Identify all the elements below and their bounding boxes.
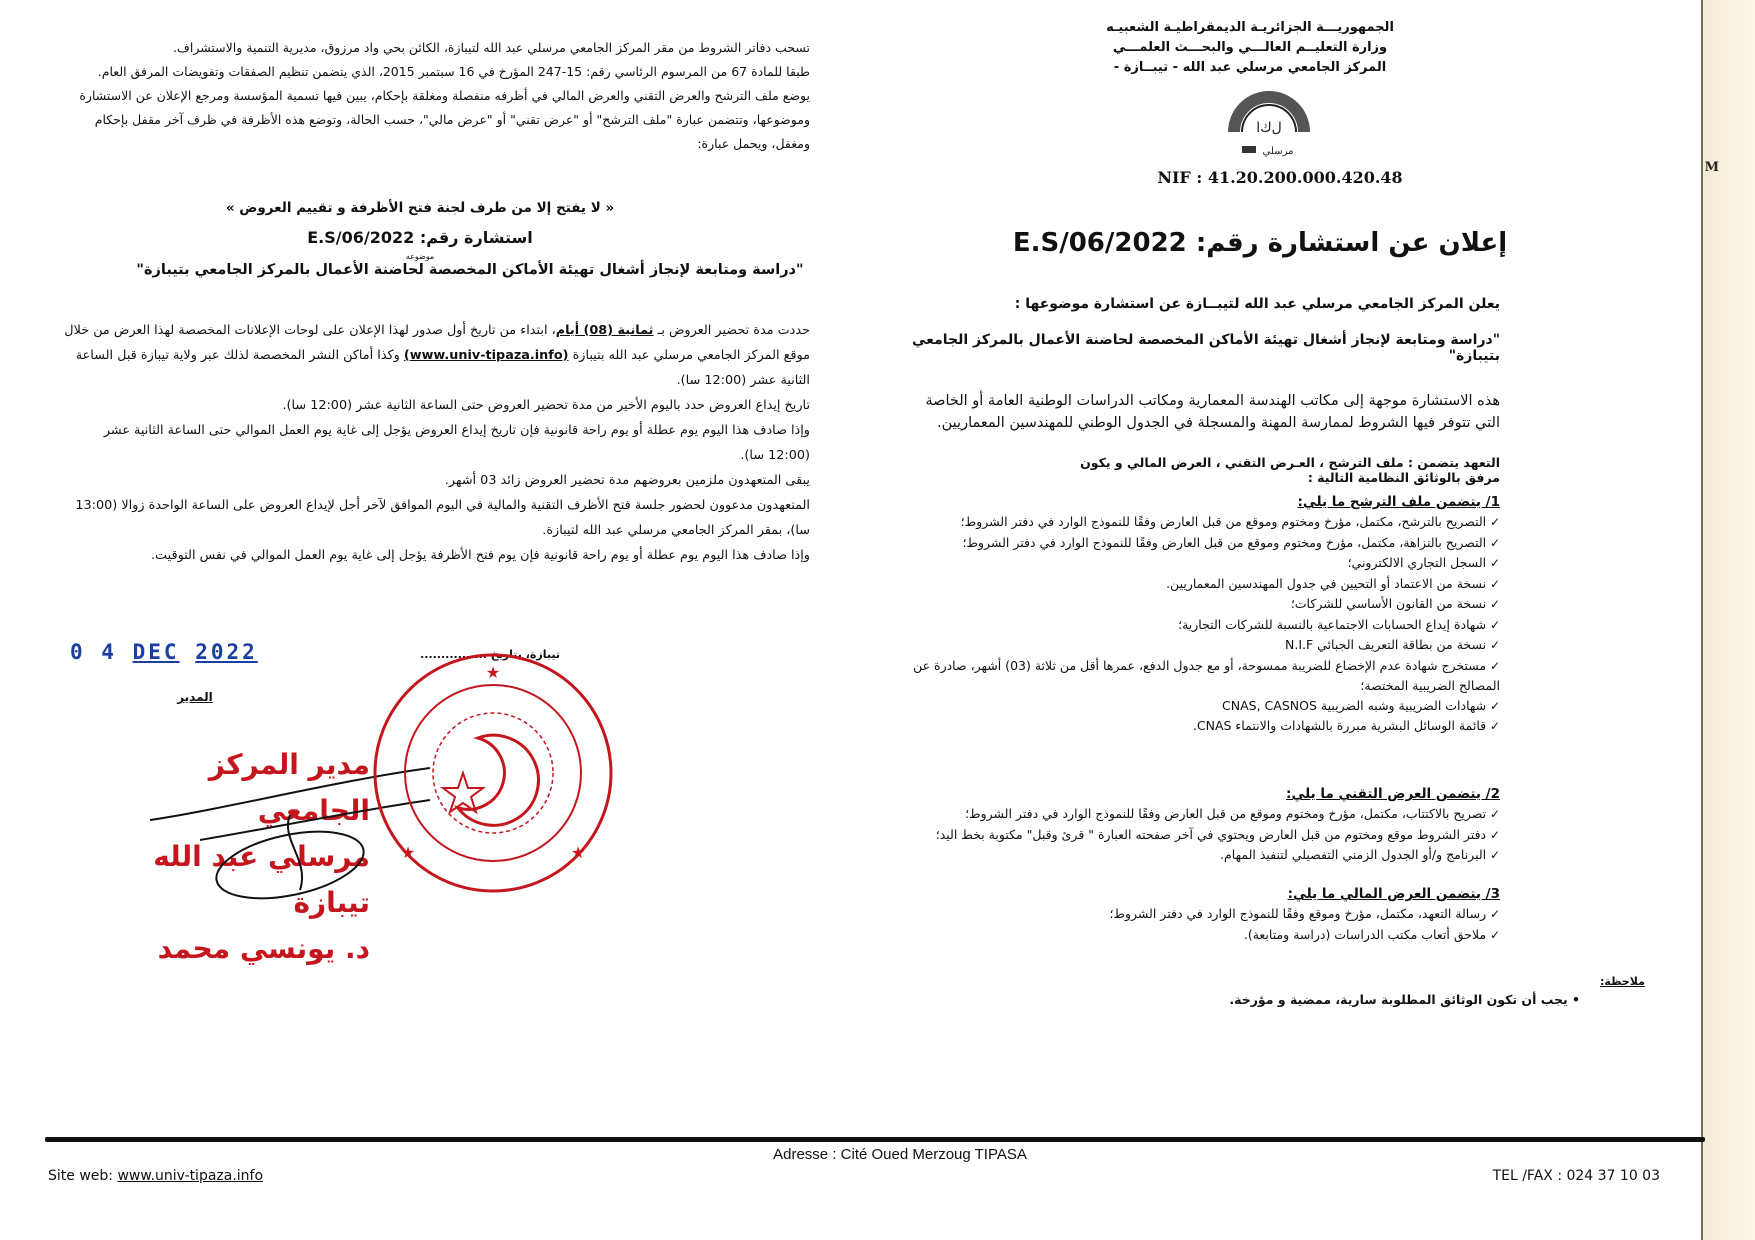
sealed-notice: « لا يفتح إلا من طرف لجنة فتح الأظرفة و تقييم العروض » <box>225 200 615 216</box>
website-link-footer[interactable]: www.univ-tipaza.info <box>117 1168 264 1184</box>
audience-paragraph: هذه الاستشارة موجهة إلى مكاتب الهندسة المعمارية ومكاتب الدراسات الوطنية العامة أو الخاصة التي تتوفر فيها الشروط لممارسة المهنة والمسجلة في الجدول الوطني للمهندسين المعماريين. <box>925 393 1500 431</box>
list-item: ✓ تصريح بالاكتتاب، مكتمل، مؤرخ ومختوم وموقع من قبل العارض وفقًا للنموذج الوارد في دفتر الشروط؛ <box>880 804 1500 825</box>
director-label: المدير <box>177 690 213 704</box>
svg-text:ﻝﻙﺍ: ﻝﻙﺍ <box>1256 120 1282 136</box>
university-logo <box>1228 84 1310 164</box>
section-heading: 2/ يتضمن العرض التقني ما يلي: <box>1286 786 1500 802</box>
svg-text:★: ★ <box>485 663 501 682</box>
header-line: المركز الجامعي مرسلي عبد الله - تيبــازة - <box>1113 60 1387 75</box>
official-seal <box>368 648 618 898</box>
paragraph: تاريخ إيداع العروض حدد باليوم الأخير من مدة تحضير العروض حتى الساعة الثانية عشر (12:00 سا). <box>282 398 810 413</box>
subject-label: موضوعه <box>405 252 435 261</box>
list-item: ✓ البرنامج و/أو الجدول الزمني التفصيلي لتنفيذ المهام. <box>880 845 1500 866</box>
svg-text:★: ★ <box>400 843 416 862</box>
note-heading: ملاحظة: <box>1600 975 1645 988</box>
paragraph: وإذا صادف هذا اليوم يوم عطلة أو يوم راحة قانونية فإن تاريخ إيداع العروض يؤجل إلى غاية يوم العمل الموالي حتى الساعة الثانية عشر (12:00 سا). <box>103 423 810 463</box>
website-link[interactable]: (www.univ-tipaza.info) <box>403 348 569 363</box>
list-item: ✓ شهادة إيداع الحسابات الاجتماعية بالنسبة للشركات التجارية؛ <box>880 615 1500 636</box>
list-item: ✓ دفتر الشروط موقع ومختوم من قبل العارض ويحتوي في آخر صفحته العبارة " قرئ وقبل" مكتوبة بخط اليد؛ <box>880 825 1500 846</box>
duration-paragraph: حددت مدة تحضير العروض بـ ثمانية (08) أيام، ابتداء من تاريخ أول صدور لهذا الإعلان على لوحات الإعلانات المخصصة لهذا العرض من خلال موقع المركز الجامعي مرسلي عبد الله بتيبازة (www.univ-tipaza.info) وكذا أماكن النشر المخصصة لذلك عبر ولاية تيبازة قبل الساعة الثانية عشر (12:00 سا). <box>64 323 810 388</box>
section-technical-offer <box>880 786 1500 866</box>
conditions-paragraphs <box>60 36 810 156</box>
commitment-text: التعهد يتضمن : ملف الترشح ، العـرض التقني ، العرض المالي و يكون مرفق بالوثائق النظامية التالية : <box>1080 455 1500 485</box>
header-line: وزارة التعليــم العالـــي والبحـــث العلمـــي <box>1112 40 1388 55</box>
paragraph: طبقا للمادة 67 من المرسوم الرئاسي رقم: 15-247 المؤرخ في 16 سبتمبر 2015، الذي يتضمن تنظيم الصفقات وتفويضات المرفق العام. <box>97 64 810 79</box>
section-financial-offer <box>880 886 1500 945</box>
ministry-header <box>1100 18 1400 78</box>
stamp-line: مرسلي عبد الله تيبازة <box>153 840 370 919</box>
list-item: ✓ التصريح بالترشح، مكتمل، مؤرخ ومختوم وموقع من قبل العارض وفقًا للنموذج الوارد في دفتر الشروط؛ <box>880 512 1500 533</box>
duration-highlight: ثمانية (08) أيام <box>555 323 654 338</box>
list-item: ✓ ملاحق أتعاب مكتب الدراسات (دراسة ومتابعة). <box>880 925 1500 946</box>
section-candidacy <box>880 494 1500 737</box>
paragraph: وإذا صادف هذا اليوم يوم عطلة أو يوم راحة قانونية فإن يوم فتح الأظرفة يؤجل إلى غاية يوم العمل الموالي في نفس التوقيت. <box>150 548 810 563</box>
stamp-line: مدير المركز الجامعي <box>208 748 370 827</box>
consultation-subject-left: "دراسة ومتابعة لإنجاز أشغال تهيئة الأماكن المخصصة لحاضنة الأعمال بالمركز الجامعي بتيبازة" <box>136 262 804 278</box>
list-item: ✓ التصريح بالنزاهة، مكتمل، مؤرخ ومختوم وموقع من قبل العارض وفقًا للنموذج الوارد في دفتر الشروط؛ <box>880 533 1500 554</box>
list-item: ✓ قائمة الوسائل البشرية مبررة بالشهادات والانتماء CNAS. <box>880 716 1500 737</box>
section-items <box>880 804 1500 866</box>
list-item: ✓ نسخة من بطاقة التعريف الجبائي N.I.F <box>880 635 1500 656</box>
place-date-label: تيبازة، بتاريخ ................ <box>420 648 560 661</box>
consultation-reference: استشارة رقم: 2022/E.S/06 <box>307 228 533 247</box>
nif-number: NIF : 41.20.200.000.420.48 <box>1157 168 1403 187</box>
footer-tel-fax: TEL /FAX : 024 37 10 03 <box>1492 1168 1660 1184</box>
list-item: ✓ السجل التجاري الالكتروني؛ <box>880 553 1500 574</box>
consultation-subject: "دراسة ومتابعة لإنجاز أشغال تهيئة الأماكن المخصصة لحاضنة الأعمال بالمركز الجامعي بتيبازة" <box>912 332 1500 364</box>
intro-text: يعلن المركز الجامعي مرسلي عبد الله لتيبــازة عن استشارة موضوعها : <box>1014 296 1500 312</box>
section-items <box>880 904 1500 945</box>
scan-edge <box>1701 0 1755 1240</box>
list-item: ✓ رسالة التعهد، مكتمل، مؤرخ وموقع وفقًا للنموذج الوارد في دفتر الشروط؛ <box>880 904 1500 925</box>
svg-text:★: ★ <box>570 843 586 862</box>
stamp-line: د. يونسي محمد <box>157 932 370 965</box>
paragraph: المتعهدون مدعوون لحضور جلسة فتح الأظرف التقنية والمالية في اليوم الموافق لآخر أجل لإيداع العروض على الساعة الواحدة زوالا (13:00 سا)، بمقر المركز الجامعي مرسلي عبد الله لتيبازة. <box>75 498 810 538</box>
paragraph: تسحب دفاتر الشروط من مقر المركز الجامعي مرسلي عبد الله لتيبازة، الكائن بحي واد مرزوق، مديرية التنمية والاستشراف. <box>172 40 810 55</box>
section-heading: 1/ يتضمن ملف الترشح ما يلي: <box>1297 494 1500 510</box>
list-item: ✓ مستخرج شهادة عدم الإخضاع للضريبة ممسوحة، أو مع جدول الدفع، عمرها أقل من ثلاثة (03) أشهر، صادرة عن المصالح الضريبية المختصة؛ <box>880 656 1500 696</box>
footer-address: Adresse : Cité Oued Merzoug TIPASA <box>773 1146 1027 1163</box>
note-text: • يجب أن تكون الوثائق المطلوبة سارية، ممضية و مؤرخة. <box>1150 992 1580 1007</box>
deadline-paragraphs <box>60 318 810 568</box>
list-item: ✓ نسخة من القانون الأساسي للشركات؛ <box>880 594 1500 615</box>
edge-mark: M <box>1704 160 1719 175</box>
svg-text:ﻣﺮﺳﻠﻲ: ﻣﺮﺳﻠﻲ <box>1262 146 1294 157</box>
footer-website: Site web: www.univ-tipaza.info <box>48 1168 264 1184</box>
paragraph: يبقى المتعهدون ملزمين بعروضهم مدة تحضير العروض زائد 03 أشهر. <box>444 473 810 488</box>
footer-divider <box>45 1137 1705 1142</box>
date-stamp: 0 4 DEC 2022 <box>70 640 258 664</box>
list-item: ✓ شهادات الضريبية وشبه الضريبية CNAS, CASNOS <box>880 696 1500 717</box>
paragraph: يوضع ملف الترشح والعرض التقني والعرض المالي في أظرفه منفصلة ومغلقة بإحكام، يبين فيها تسمية المؤسسة ومرجع الإعلان عن الاستشارة وموضوعها، وتتضمن عبارة "ملف الترشح" أو "عرض تقني" أو "عرض مالي"، حسب الحالة، وتوضع هذه الأظرفة في ظرف آخر مقفل بإحكام ومغفل، ويحمل عبارة: <box>79 88 810 151</box>
announcement-title: إعلان عن استشارة رقم: 2022/E.S/06 <box>1012 228 1508 258</box>
section-items <box>880 512 1500 737</box>
header-line: الجمهوريـــة الجزائريـة الديمقراطيـة الشعبيـه <box>1106 20 1394 35</box>
list-item: ✓ نسخة من الاعتماد أو التحيين في جدول المهندسين المعماريين. <box>880 574 1500 595</box>
section-heading: 3/ يتضمن العرض المالي ما يلي: <box>1287 886 1500 902</box>
